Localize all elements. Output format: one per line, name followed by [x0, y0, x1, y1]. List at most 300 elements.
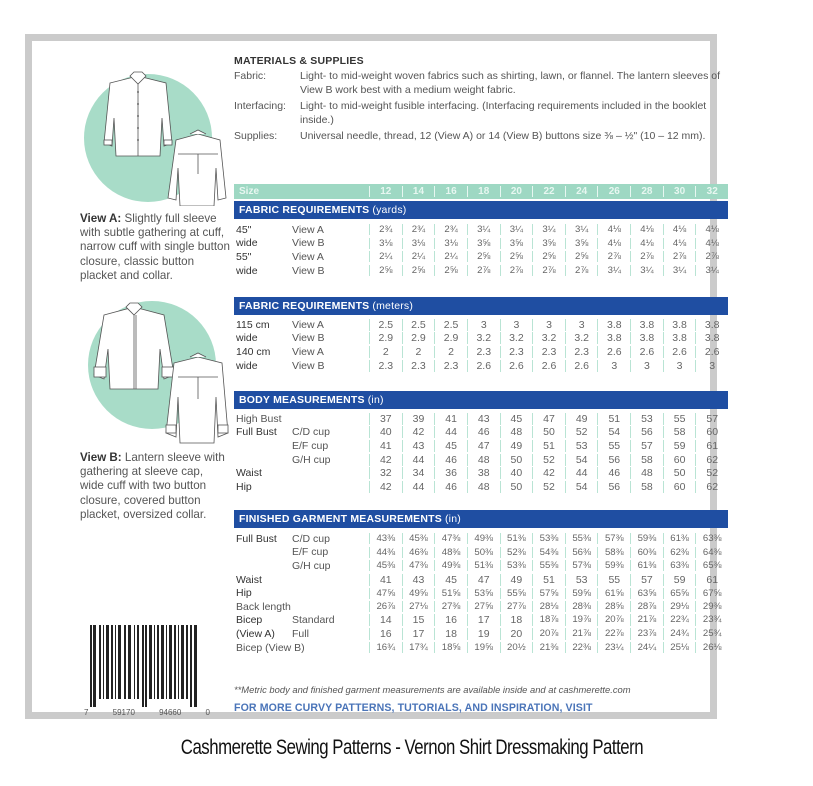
table-cell: 62⅜ — [663, 547, 696, 558]
table-cell: 28⅛ — [532, 601, 565, 612]
table-cell: 63⅝ — [630, 588, 663, 599]
table-row — [236, 600, 728, 614]
table-cell: 45 — [500, 413, 533, 425]
table-cell: 2¼ — [434, 251, 467, 262]
table-cell: 2.3 — [467, 346, 500, 358]
table-cell: 55 — [597, 574, 630, 586]
row-sublabel: View B — [292, 264, 325, 277]
size-column-header: 12 — [369, 186, 402, 197]
table-cell: 2 — [369, 346, 402, 358]
table-cell: 52⅜ — [500, 547, 533, 558]
table-cell: 48 — [467, 454, 500, 466]
row-label: wide — [236, 359, 258, 372]
size-column-header: 22 — [532, 186, 565, 197]
table-cell: 2.6 — [467, 360, 500, 372]
table-cell: 59⅜ — [630, 533, 663, 544]
table-cell: 45 — [434, 440, 467, 452]
table-cell: 53 — [565, 440, 598, 452]
table-cell: 61⅜ — [663, 533, 696, 544]
table-cell: 59 — [663, 440, 696, 452]
table-cell: 50 — [500, 454, 533, 466]
table-cell: 18⅝ — [434, 642, 467, 653]
table-cell: 51 — [532, 574, 565, 586]
table-cell: 2⅝ — [467, 251, 500, 262]
table-cell: 22¾ — [663, 614, 696, 626]
row-label: 55" — [236, 250, 252, 263]
materials-row-supplies: Supplies: Universal needle, thread, 12 (View A) or 14 (View B) buttons size ⅜ – ½" (10 – 12 mm). — [234, 130, 706, 142]
table-cell: 46 — [597, 467, 630, 479]
table-cell: 45 — [434, 574, 467, 586]
table-cell: 3 — [695, 360, 728, 372]
promo-text: FOR MORE CURVY PATTERNS, TUTORIALS, AND INSPIRATION, VISIT — [234, 702, 593, 714]
table-cell: 48⅜ — [434, 547, 467, 558]
table-cell: 24¼ — [630, 642, 663, 653]
row-label: wide — [236, 264, 258, 277]
table-cell: 3¼ — [565, 224, 598, 235]
table-cell: 40 — [500, 467, 533, 479]
row-sublabel: C/D cup — [292, 532, 330, 545]
view-a-illustration — [80, 58, 230, 206]
table-cell: 48 — [630, 467, 663, 479]
table-cell: 25⅛ — [663, 642, 696, 653]
row-label: Full Bust — [236, 426, 277, 439]
table-cell: 64⅜ — [695, 547, 728, 558]
table-cell: 2⅞ — [630, 251, 663, 262]
table-cell: 57⅝ — [532, 588, 565, 599]
table-cell: 54 — [565, 481, 598, 493]
row-sublabel: View A — [292, 223, 324, 236]
table-cell: 57 — [630, 440, 663, 452]
table-cell: 2⅝ — [402, 265, 435, 276]
table-cell: 17 — [402, 628, 435, 640]
table-cell: 2¾ — [434, 224, 467, 235]
row-sublabel: View A — [292, 345, 324, 358]
table-cell: 2⅝ — [500, 251, 533, 262]
table-row — [236, 250, 728, 264]
table-cell: 18 — [500, 614, 533, 626]
size-column-header: 18 — [467, 186, 500, 197]
row-sublabel: View B — [292, 237, 325, 250]
row-sublabel: G/H cup — [292, 453, 331, 466]
row-sublabel: View B — [292, 332, 325, 345]
table-cell: 3¼ — [695, 265, 728, 276]
materials-title: MATERIALS & SUPPLIES — [234, 55, 364, 67]
table-cell: 19⅝ — [467, 642, 500, 653]
table-cell: 2⅝ — [369, 265, 402, 276]
table-cell: 20⅞ — [597, 614, 630, 626]
row-label: Bicep — [236, 614, 263, 627]
table-cell: 42 — [402, 426, 435, 438]
table-cell: 55⅜ — [532, 560, 565, 571]
table-cell: 28⅞ — [630, 601, 663, 612]
table-cell: 56 — [597, 481, 630, 493]
table-cell: 18 — [434, 628, 467, 640]
table-cell: 49 — [500, 574, 533, 586]
table-cell: 23⅞ — [630, 628, 663, 640]
table-cell: 29⅜ — [695, 601, 728, 612]
size-column-header: 14 — [402, 186, 435, 197]
table-cell: 55 — [597, 440, 630, 452]
table-cell: 2⅞ — [500, 265, 533, 276]
table-cell: 59⅝ — [565, 588, 598, 599]
table-cell: 48 — [500, 426, 533, 438]
table-fabric-meters — [236, 318, 728, 372]
table-cell: 55⅝ — [500, 588, 533, 599]
table-cell: 4⅛ — [663, 224, 696, 235]
row-label: High Bust — [236, 412, 282, 425]
row-sublabel: C/D cup — [292, 426, 330, 439]
table-row — [236, 223, 728, 237]
table-cell: 57⅜ — [565, 560, 598, 571]
table-cell: 2.6 — [565, 360, 598, 372]
table-cell: 41 — [369, 440, 402, 452]
row-label: (View A) — [236, 627, 275, 640]
table-cell: 44 — [565, 467, 598, 479]
table-cell: 15 — [402, 614, 435, 626]
table-cell: 3¼ — [500, 224, 533, 235]
table-cell: 27⅛ — [402, 601, 435, 612]
table-cell: 2.9 — [402, 332, 435, 344]
table-cell: 21⅞ — [565, 628, 598, 640]
table-cell: 3.2 — [500, 332, 533, 344]
row-label: Waist — [236, 467, 262, 480]
table-cell: 67⅝ — [695, 588, 728, 599]
table-cell: 2.9 — [434, 332, 467, 344]
table-cell: 4⅛ — [695, 224, 728, 235]
table-row — [236, 614, 728, 628]
table-cell: 27⅜ — [434, 601, 467, 612]
table-cell: 54⅜ — [532, 547, 565, 558]
table-cell: 20 — [500, 628, 533, 640]
size-column-header: 20 — [500, 186, 533, 197]
table-cell: 50⅜ — [467, 547, 500, 558]
table-cell: 2.3 — [434, 360, 467, 372]
table-cell: 2.5 — [402, 319, 435, 331]
table-cell: 2 — [434, 346, 467, 358]
table-cell: 56⅜ — [565, 547, 598, 558]
table-cell: 50 — [500, 481, 533, 493]
table-cell: 2.6 — [500, 360, 533, 372]
views-column — [80, 58, 230, 522]
table-cell: 2.3 — [565, 346, 598, 358]
materials-section — [234, 55, 734, 147]
table-cell: 37 — [369, 413, 402, 425]
table-cell: 3⅛ — [434, 238, 467, 249]
table-cell: 53⅝ — [467, 588, 500, 599]
table-cell: 19⅞ — [565, 614, 598, 626]
row-label: Back length — [236, 600, 291, 613]
table-cell: 2.3 — [532, 346, 565, 358]
table-cell: 59⅜ — [597, 560, 630, 571]
table-cell: 4⅛ — [663, 238, 696, 249]
table-cell: 20⅞ — [532, 628, 565, 640]
table-cell: 4⅛ — [630, 224, 663, 235]
table-cell: 56 — [630, 426, 663, 438]
table-cell: 4⅛ — [597, 238, 630, 249]
table-cell: 63⅜ — [663, 560, 696, 571]
table-cell: 44⅜ — [369, 547, 402, 558]
table-finished-measurements — [236, 532, 728, 654]
table-cell: 2⅞ — [467, 265, 500, 276]
row-sublabel: G/H cup — [292, 559, 331, 572]
table-cell: 36 — [434, 467, 467, 479]
table-cell: 3.8 — [597, 319, 630, 331]
table-cell: 57 — [630, 574, 663, 586]
table-cell: 2⅞ — [695, 251, 728, 262]
table-cell: 3.2 — [532, 332, 565, 344]
table-cell: 2.9 — [369, 332, 402, 344]
table-cell: 49⅜ — [467, 533, 500, 544]
view-b-illustration — [80, 297, 230, 445]
table-cell: 3⅝ — [532, 238, 565, 249]
table-cell: 2.5 — [369, 319, 402, 331]
table-cell: 44 — [402, 481, 435, 493]
table-row — [236, 641, 728, 655]
table-cell: 60 — [695, 426, 728, 438]
row-sublabel: Standard — [292, 614, 335, 627]
table-cell: 23¼ — [597, 642, 630, 653]
table-cell: 3⅝ — [565, 238, 598, 249]
table-cell: 25¾ — [695, 628, 728, 640]
table-cell: 2.6 — [663, 346, 696, 358]
table-cell: 53⅜ — [532, 533, 565, 544]
table-cell: 59 — [663, 574, 696, 586]
table-row — [236, 466, 728, 480]
table-cell: 24¾ — [663, 628, 696, 640]
table-cell: 2⅝ — [565, 251, 598, 262]
table-cell: 44 — [402, 454, 435, 466]
table-cell: 52 — [532, 481, 565, 493]
table-cell: 3⅛ — [402, 238, 435, 249]
table-cell: 49 — [500, 440, 533, 452]
table-cell: 18⅞ — [532, 614, 565, 626]
table-cell: 3 — [532, 319, 565, 331]
table-cell: 16 — [369, 628, 402, 640]
table-cell: 21⅜ — [532, 642, 565, 653]
table-cell: 51 — [532, 440, 565, 452]
section-finished: FINISHED GARMENT MEASUREMENTS (in) — [234, 510, 728, 528]
table-cell: 41 — [434, 413, 467, 425]
table-row — [236, 546, 728, 560]
table-cell: 46 — [467, 426, 500, 438]
table-cell: 17 — [467, 614, 500, 626]
table-cell: 42 — [369, 454, 402, 466]
table-cell: 3.8 — [695, 332, 728, 344]
table-cell: 38 — [467, 467, 500, 479]
table-cell: 43 — [402, 440, 435, 452]
size-column-header: 32 — [695, 186, 728, 197]
caption-box — [132, 720, 692, 775]
table-cell: 43⅜ — [369, 533, 402, 544]
table-cell: 20½ — [500, 642, 533, 653]
table-cell: 26⅞ — [369, 601, 402, 612]
table-cell: 3¼ — [630, 265, 663, 276]
table-cell: 49⅜ — [434, 560, 467, 571]
table-cell: 61 — [695, 440, 728, 452]
table-cell: 61⅜ — [630, 560, 663, 571]
table-cell: 46⅜ — [402, 547, 435, 558]
row-sublabel: E/F cup — [292, 546, 329, 559]
table-cell: 51 — [597, 413, 630, 425]
row-sublabel: View A — [292, 250, 324, 263]
table-cell: 45⅜ — [369, 560, 402, 571]
table-cell: 28⅜ — [565, 601, 598, 612]
size-column-header: 30 — [663, 186, 696, 197]
table-row — [236, 345, 728, 359]
row-label: Full Bust — [236, 532, 277, 545]
table-cell: 2.6 — [597, 346, 630, 358]
table-row — [236, 426, 728, 440]
barcode — [82, 625, 212, 715]
table-row — [236, 586, 728, 600]
section-fabric-meters: FABRIC REQUIREMENTS (meters) — [234, 297, 728, 315]
table-cell: 55⅜ — [565, 533, 598, 544]
table-cell: 2⅞ — [663, 251, 696, 262]
table-row — [236, 264, 728, 278]
table-cell: 2¾ — [402, 224, 435, 235]
table-cell: 58⅜ — [597, 547, 630, 558]
table-cell: 3 — [597, 360, 630, 372]
table-cell: 2⅞ — [597, 251, 630, 262]
table-cell: 2⅞ — [565, 265, 598, 276]
table-cell: 2.5 — [434, 319, 467, 331]
table-row — [236, 532, 728, 546]
table-cell: 49 — [565, 413, 598, 425]
table-cell: 62 — [695, 454, 728, 466]
table-body-measurements — [236, 412, 728, 494]
table-cell: 39 — [402, 413, 435, 425]
table-cell: 2⅝ — [434, 265, 467, 276]
table-cell: 3.8 — [695, 319, 728, 331]
table-row — [236, 332, 728, 346]
table-cell: 54 — [597, 426, 630, 438]
table-cell: 40 — [369, 426, 402, 438]
table-cell: 3¼ — [597, 265, 630, 276]
row-sublabel: Full — [292, 627, 309, 640]
table-cell: 4⅛ — [597, 224, 630, 235]
table-cell: 58 — [630, 454, 663, 466]
table-cell: 52 — [565, 426, 598, 438]
table-cell: 3⅝ — [467, 238, 500, 249]
table-cell: 43 — [467, 413, 500, 425]
table-cell: 50 — [532, 426, 565, 438]
table-cell: 46 — [434, 481, 467, 493]
size-column-header: 24 — [565, 186, 598, 197]
table-cell: 3 — [500, 319, 533, 331]
metric-footnote: **Metric body and finished garment measurements are available inside and at cashmerette.com — [234, 684, 631, 695]
table-cell: 47 — [467, 440, 500, 452]
table-cell: 3.2 — [467, 332, 500, 344]
table-cell: 14 — [369, 614, 402, 626]
table-cell: 51⅝ — [434, 588, 467, 599]
table-cell: 2.3 — [402, 360, 435, 372]
table-row — [236, 237, 728, 251]
table-cell: 22⅞ — [597, 628, 630, 640]
table-cell: 2¾ — [369, 224, 402, 235]
table-cell: 16¾ — [369, 642, 402, 653]
table-cell: 50 — [663, 467, 696, 479]
table-cell: 60 — [663, 481, 696, 493]
view-b-description: View B: Lantern sleeve with gathering at sleeve cap, wide cuff with two button closure, covered button placket, oversized collar. — [80, 451, 225, 521]
table-cell: 52 — [695, 467, 728, 479]
table-cell: 2.3 — [369, 360, 402, 372]
table-cell: 16 — [434, 614, 467, 626]
row-sublabel: View A — [292, 318, 324, 331]
table-cell: 3⅛ — [369, 238, 402, 249]
table-cell: 53 — [565, 574, 598, 586]
size-column-header: 16 — [434, 186, 467, 197]
row-label: Bicep (View B) — [236, 641, 305, 654]
table-cell: 27⅞ — [500, 601, 533, 612]
view-a-description: View A: Slightly full sleeve with subtle gathering at cuff, narrow cuff with single button closure, classic button placket and collar. — [80, 212, 230, 282]
row-label: 140 cm — [236, 345, 271, 358]
table-cell: 47 — [532, 413, 565, 425]
materials-row-interfacing: Interfacing: Light- to mid-weight fusible interfacing. (Interfacing requirements included in the booklet inside.) — [234, 100, 707, 126]
table-cell: 3.8 — [663, 319, 696, 331]
table-cell: 3.8 — [597, 332, 630, 344]
table-cell: 3.8 — [630, 332, 663, 344]
table-cell: 51⅜ — [500, 533, 533, 544]
row-label: 115 cm — [236, 318, 270, 331]
size-column-header: 26 — [597, 186, 630, 197]
table-cell: 57 — [695, 413, 728, 425]
row-label: Hip — [236, 587, 252, 600]
table-cell: 3 — [663, 360, 696, 372]
table-cell: 34 — [402, 467, 435, 479]
table-cell: 2.6 — [695, 346, 728, 358]
table-cell: 42 — [532, 467, 565, 479]
table-cell: 3 — [630, 360, 663, 372]
table-row — [236, 359, 728, 373]
table-cell: 42 — [369, 481, 402, 493]
caption-title: Cashmerette Sewing Patterns - Vernon Shirt Dressmaking Pattern — [180, 735, 644, 759]
table-row — [236, 480, 728, 494]
row-label: Waist — [236, 573, 262, 586]
row-label: Hip — [236, 480, 252, 493]
table-cell: 2⅞ — [532, 265, 565, 276]
table-cell: 2¼ — [402, 251, 435, 262]
table-row — [236, 412, 728, 426]
table-cell: 2.3 — [500, 346, 533, 358]
table-cell: 49⅝ — [402, 588, 435, 599]
table-cell: 52 — [532, 454, 565, 466]
table-cell: 2¼ — [369, 251, 402, 262]
table-cell: 27⅝ — [467, 601, 500, 612]
table-row — [236, 627, 728, 641]
table-cell: 53 — [630, 413, 663, 425]
table-cell: 2.6 — [630, 346, 663, 358]
table-cell: 3¼ — [663, 265, 696, 276]
table-cell: 51⅜ — [467, 560, 500, 571]
row-label: wide — [236, 332, 258, 345]
table-cell: 60⅜ — [630, 547, 663, 558]
size-column-header: 28 — [630, 186, 663, 197]
row-sublabel: E/F cup — [292, 439, 329, 452]
table-cell: 58 — [663, 426, 696, 438]
table-cell: 4⅛ — [630, 238, 663, 249]
table-cell: 48 — [467, 481, 500, 493]
table-cell: 2⅝ — [532, 251, 565, 262]
materials-row-fabric: Fabric: Light- to mid-weight woven fabrics such as shirting, lawn, or flannel. The lantern sleeves of View B work best with a medium weight fabric. — [234, 70, 721, 96]
table-cell: 53⅜ — [500, 560, 533, 571]
table-cell: 63⅜ — [695, 533, 728, 544]
table-cell: 2.6 — [532, 360, 565, 372]
table-cell: 61 — [695, 574, 728, 586]
table-cell: 26⅛ — [695, 642, 728, 653]
table-cell: 3 — [467, 319, 500, 331]
table-cell: 45⅜ — [402, 533, 435, 544]
row-label: 45" — [236, 223, 252, 236]
